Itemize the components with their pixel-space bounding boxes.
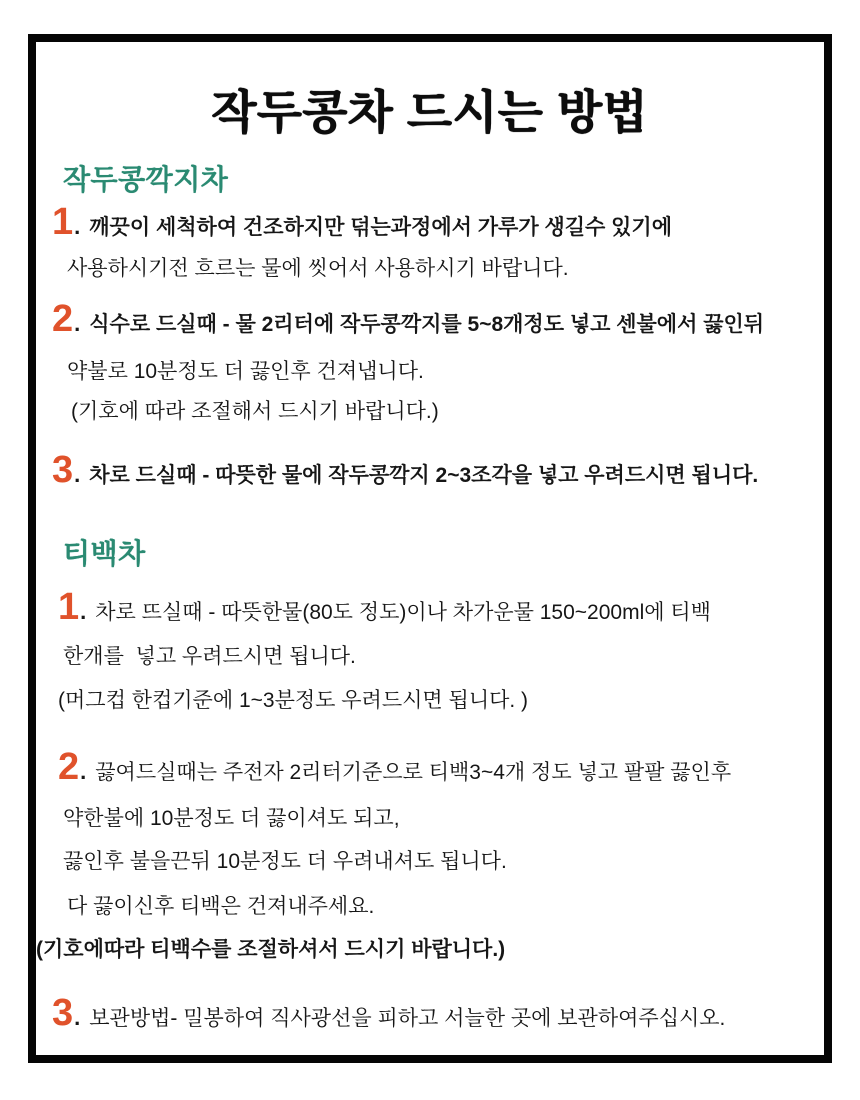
section-heading-pod-tea: 작두콩깍지차 (63, 164, 229, 195)
list-item-period: . (74, 214, 81, 239)
note-text (36, 936, 505, 964)
list-item-number: 1 (52, 201, 74, 243)
list-item-text: 차로 드실때 - 따뜻한 물에 작두콩깍지 2~3조각을 넣고 우려드시면 됩니다. (89, 464, 759, 487)
list-item-period: . (74, 1005, 81, 1030)
list-item-text: 차로 뜨실때 - 따뜻한물(80도 정도)이나 차가운물 150~200ml에 티백 (95, 601, 711, 624)
list-item (52, 451, 758, 490)
list-item-period: . (74, 462, 81, 487)
list-item-continuation (71, 398, 439, 426)
list-item-number: 1 (58, 586, 80, 628)
list-item-text: 끓인후 불을끈뒤 10분정도 더 우려내셔도 됩니다. (63, 850, 507, 873)
list-item-text: 보관방법- 밀봉하여 직사광선을 피하고 서늘한 곳에 보관하여주십시오. (89, 1007, 726, 1030)
list-item-number: 2 (58, 746, 80, 788)
list-item-continuation (67, 358, 424, 386)
list-item-text: (기호에 따라 조절해서 드시기 바랍니다.) (71, 400, 439, 423)
section-heading-teabag-tea: 티백차 (63, 538, 146, 569)
list-item-text: 한개를 넣고 우려드시면 됩니다. (63, 645, 356, 668)
list-item-text: 사용하시기전 흐르는 물에 씻어서 사용하시기 바랍니다. (67, 257, 569, 280)
list-item-text: 끓여드실때는 주전자 2리터기준으로 티백3~4개 정도 넣고 팔팔 끓인후 (95, 761, 732, 784)
list-item-text: (머그컵 한컵기준에 1~3분정도 우려드시면 됩니다. ) (58, 689, 529, 712)
list-item-text: 약불로 10분정도 더 끓인후 건져냅니다. (67, 360, 424, 383)
list-item-text: 식수로 드실때 - 물 2리터에 작두콩깍지를 5~8개정도 넣고 센불에서 끓인뒤 (89, 313, 765, 336)
list-item-continuation (67, 893, 374, 921)
list-item (58, 748, 731, 787)
list-item (58, 588, 711, 627)
list-item-continuation (63, 643, 356, 671)
list-item-number: 3 (52, 992, 74, 1034)
list-item (52, 300, 764, 339)
list-item-text: 다 끓이신후 티백은 건져내주세요. (67, 895, 375, 918)
list-item-text: 깨끗이 세척하여 건조하지만 덖는과정에서 가루가 생길수 있기에 (89, 216, 672, 239)
list-item-period: . (80, 599, 87, 624)
list-item-continuation (63, 848, 507, 876)
note-text-line: (기호에따라 티백수를 조절하셔서 드시기 바랍니다.) (36, 938, 506, 961)
list-item (52, 994, 725, 1033)
list-item-continuation (58, 687, 528, 715)
list-item-continuation (67, 255, 569, 283)
list-item-number: 2 (52, 298, 74, 340)
list-item-number: 3 (52, 449, 74, 491)
list-item (52, 203, 672, 242)
content-frame (28, 34, 832, 1063)
list-item-text: 약한불에 10분정도 더 끓이셔도 되고, (63, 807, 400, 830)
list-item-period: . (74, 311, 81, 336)
list-item-continuation (63, 805, 400, 833)
list-item-period: . (80, 759, 87, 784)
page-title: 작두콩차 드시는 방법 (211, 86, 649, 138)
